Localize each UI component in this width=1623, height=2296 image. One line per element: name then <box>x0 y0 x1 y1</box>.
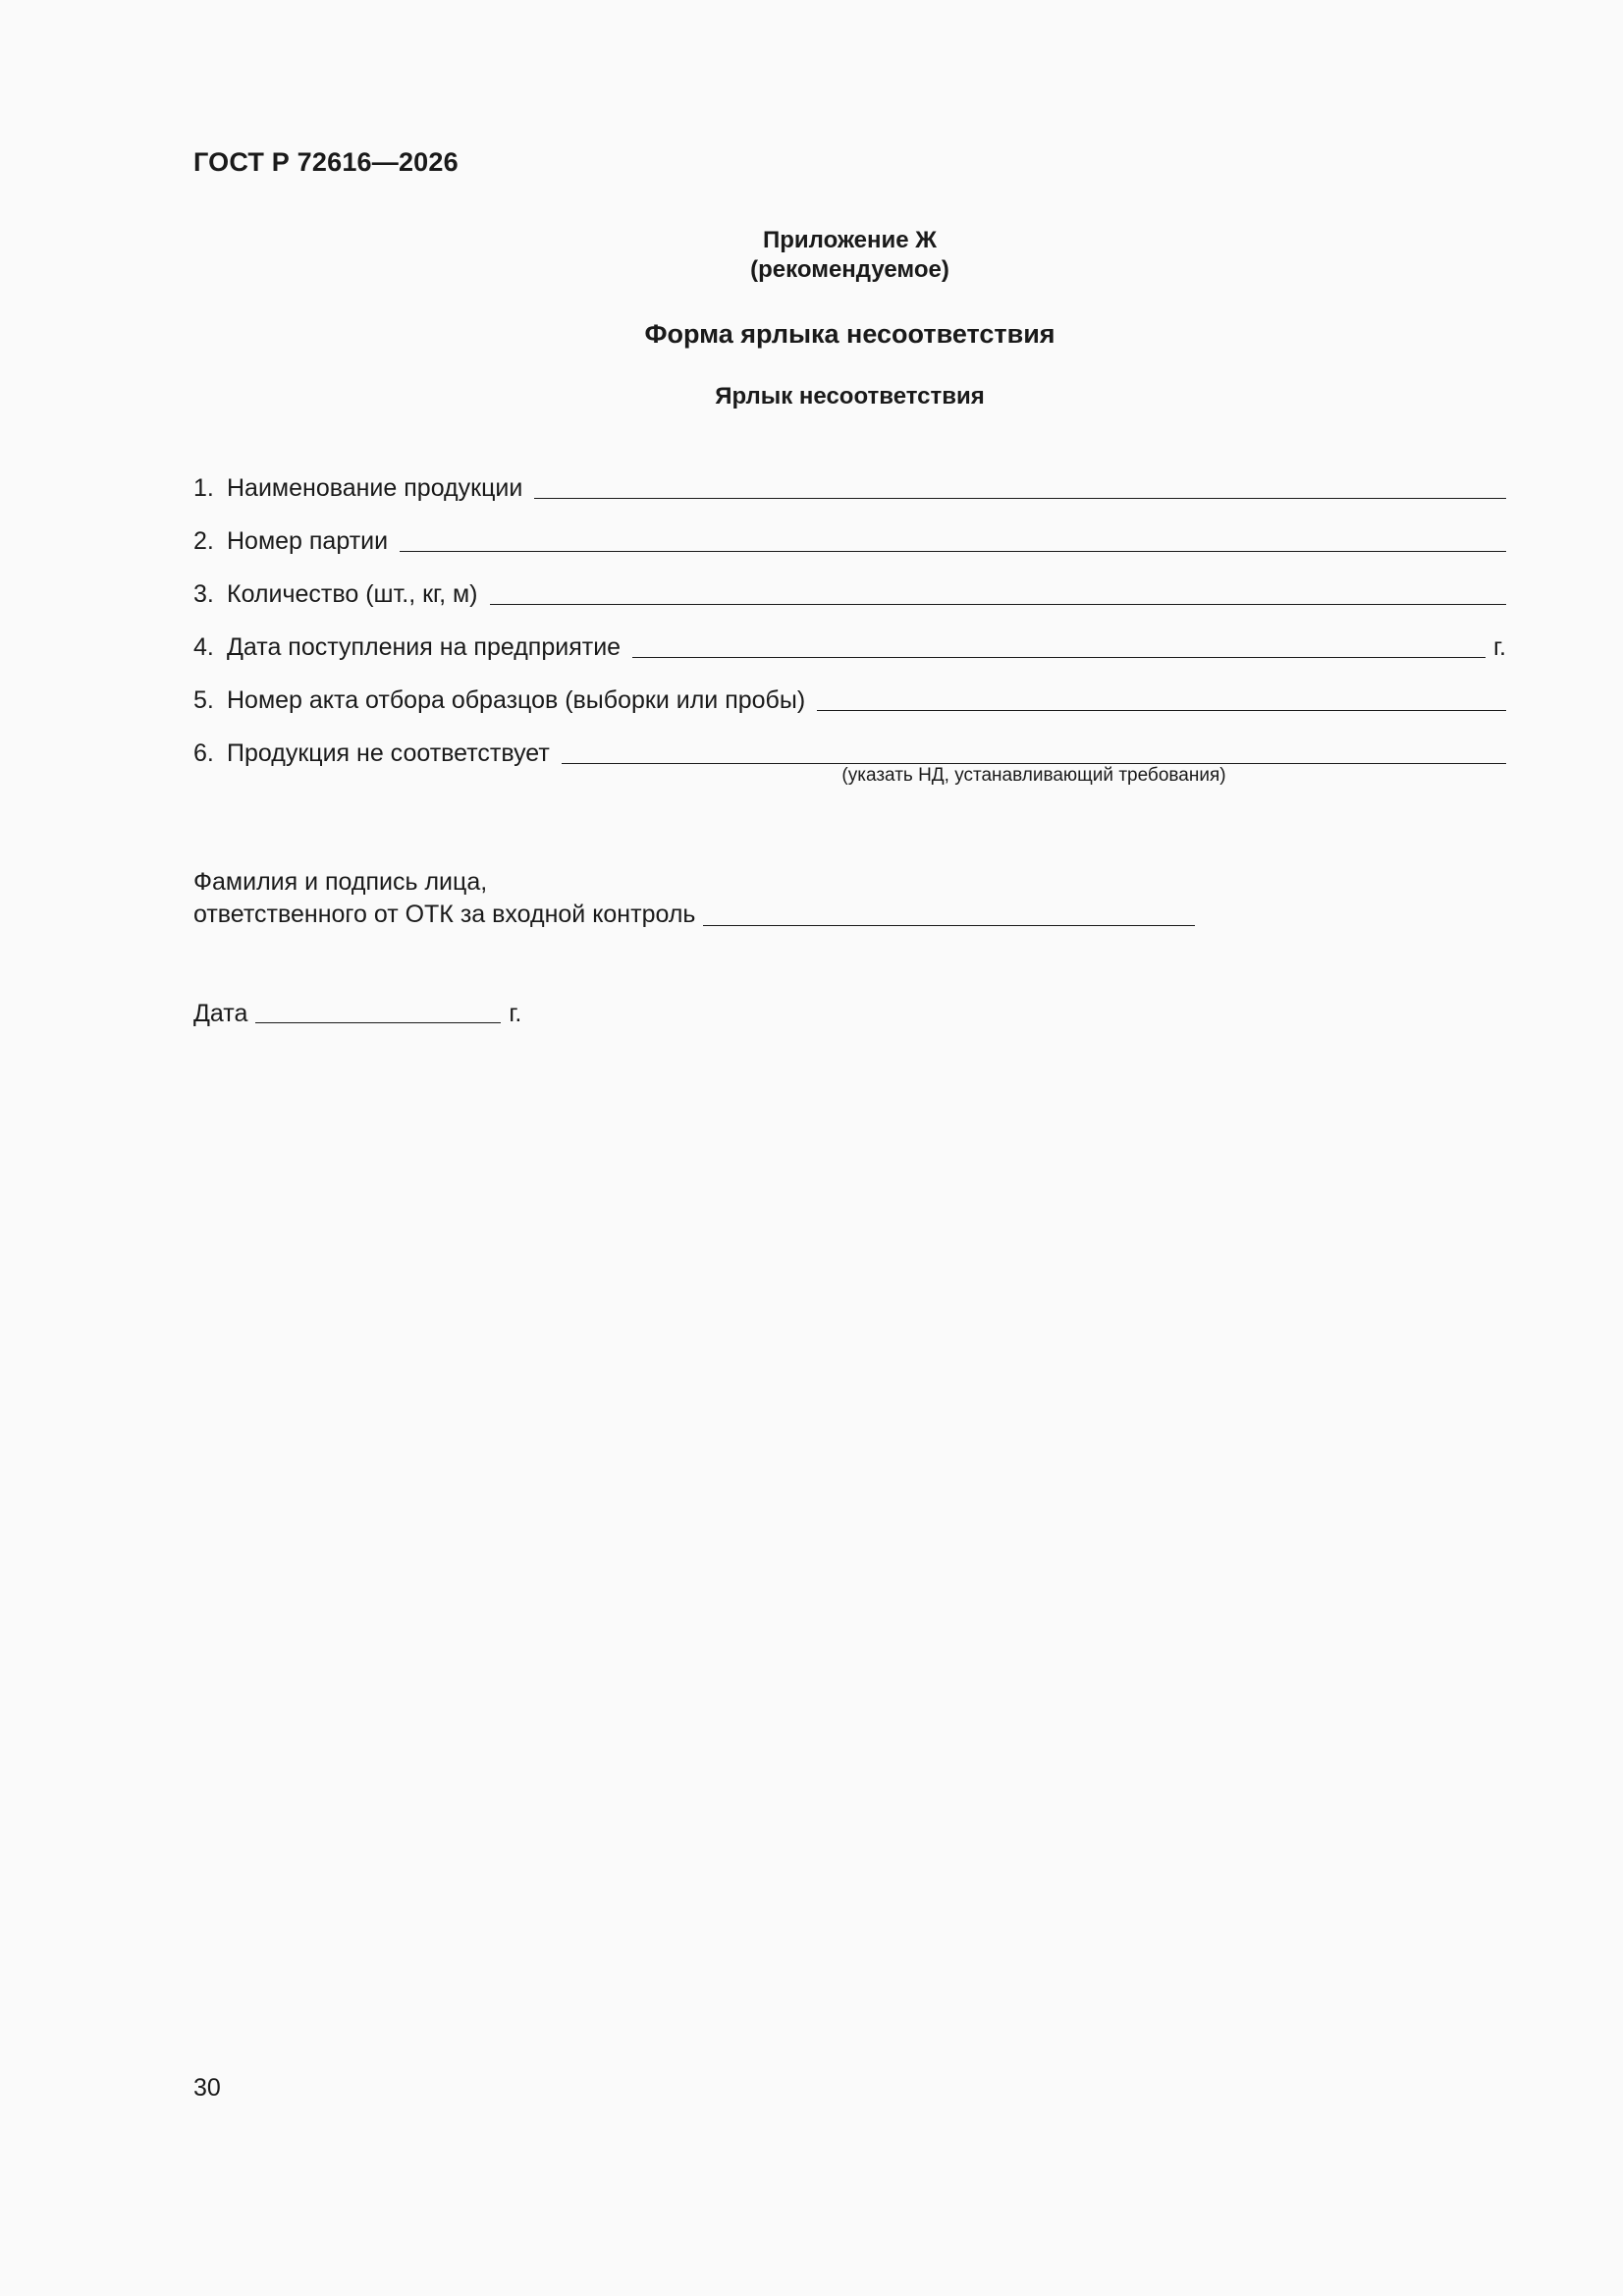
signature-line[interactable] <box>703 924 1195 926</box>
tag-title: Ярлык несоответствия <box>715 383 985 410</box>
field-label: Номер партии <box>227 527 389 555</box>
field-row-sampling-act <box>193 682 1506 715</box>
date-line[interactable] <box>255 1021 501 1023</box>
page-number: 30 <box>193 2074 221 2102</box>
field-number: 5. <box>193 686 214 714</box>
fill-in-line[interactable] <box>817 709 1506 711</box>
fill-in-line[interactable] <box>632 656 1486 658</box>
field-label: Наименование продукции <box>227 474 523 502</box>
document-code: ГОСТ Р 72616—2026 <box>193 147 459 177</box>
field-label: Продукция не соответствует <box>227 739 550 767</box>
annex-status: (рекомендуемое) <box>750 256 949 283</box>
year-suffix: г. <box>1492 633 1506 661</box>
field-number: 4. <box>193 633 214 661</box>
field-row-arrival-date <box>193 629 1506 662</box>
field-number: 2. <box>193 527 214 555</box>
fill-in-line[interactable] <box>490 603 1506 605</box>
field-label: Номер акта отбора образцов (выборки или пробы) <box>227 686 806 714</box>
date-label: Дата <box>193 1000 248 1027</box>
field-row-batch-number <box>193 522 1506 556</box>
signature-label-line1: Фамилия и подпись лица, <box>193 868 488 896</box>
fill-in-line[interactable] <box>400 550 1506 552</box>
signature-block <box>193 866 1195 931</box>
fill-in-line[interactable] <box>534 497 1506 499</box>
date-row <box>193 1000 521 1028</box>
field-number: 1. <box>193 474 214 502</box>
field-label: Дата поступления на предприятие <box>227 633 622 661</box>
field-row-product-name <box>193 469 1506 503</box>
annex-heading <box>193 226 1506 285</box>
signature-label-line2: ответственного от ОТК за входной контроль <box>193 901 696 928</box>
fill-in-line[interactable] <box>562 762 1506 764</box>
field-label: Количество (шт., кг, м) <box>227 580 478 608</box>
signature-row <box>193 899 1195 931</box>
field-row-nonconformity <box>193 735 1506 768</box>
field-row-quantity <box>193 575 1506 609</box>
field-number: 6. <box>193 739 214 767</box>
field-number: 3. <box>193 580 214 608</box>
date-year-suffix: г. <box>509 1000 522 1027</box>
field-hint: (указать НД, устанавливающий требования) <box>841 765 1226 786</box>
form-title: Форма ярлыка несоответствия <box>644 319 1055 349</box>
annex-title: Приложение Ж <box>763 227 937 253</box>
